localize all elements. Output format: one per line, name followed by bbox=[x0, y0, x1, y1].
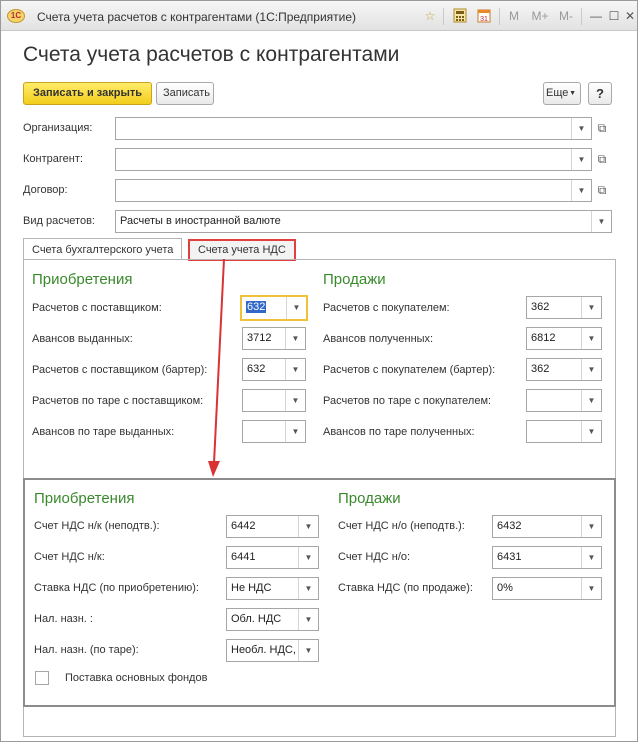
favorite-star-icon[interactable]: ☆ bbox=[424, 9, 436, 23]
vat-purchase-label: Счет НДС н/к: bbox=[34, 551, 105, 563]
memory-m-minus-button[interactable]: M- bbox=[559, 9, 573, 23]
vat-rate-sale-field[interactable]: 0% ▼ bbox=[492, 577, 602, 600]
svg-text:31: 31 bbox=[480, 16, 488, 23]
customer-tare-label: Расчетов по таре с покупателем: bbox=[323, 395, 492, 407]
vat-rate-sale-label: Ставка НДС (по продаже): bbox=[338, 582, 473, 594]
customer-settlements-label: Расчетов с покупателем: bbox=[323, 302, 450, 314]
supplier-barter-label: Расчетов с поставщиком (бартер): bbox=[32, 364, 208, 376]
advances-received-field[interactable]: 6812 ▼ bbox=[526, 327, 602, 350]
chevron-down-icon[interactable]: ▼ bbox=[298, 578, 318, 599]
vat-purchase-field[interactable]: 6441 ▼ bbox=[226, 546, 319, 569]
contract-label: Договор: bbox=[23, 184, 68, 196]
organization-label: Организация: bbox=[23, 122, 93, 134]
chevron-down-icon[interactable]: ▼ bbox=[581, 578, 601, 599]
fixed-assets-checkbox[interactable] bbox=[35, 671, 49, 685]
tax-purpose-field[interactable]: Обл. НДС ▼ bbox=[226, 608, 319, 631]
window-title: Счета учета расчетов с контрагентами (1С:Предприятие) bbox=[37, 10, 357, 24]
minimize-button[interactable]: — bbox=[590, 9, 602, 23]
customer-settlements-field[interactable]: 362 ▼ bbox=[526, 296, 602, 319]
supplier-settlements-label: Расчетов с поставщиком: bbox=[32, 302, 162, 314]
chevron-down-icon[interactable]: ▼ bbox=[581, 390, 601, 411]
close-button[interactable]: ✕ bbox=[624, 9, 636, 23]
open-icon[interactable]: ⧉ bbox=[597, 183, 607, 197]
maximize-button[interactable]: ☐ bbox=[608, 9, 620, 23]
advances-received-label: Авансов полученных: bbox=[323, 333, 434, 345]
chevron-down-icon[interactable]: ▼ bbox=[571, 149, 591, 170]
customer-barter-label: Расчетов с покупателем (бартер): bbox=[323, 364, 496, 376]
vat-unconfirmed-purchase-label: Счет НДС н/к (неподтв.): bbox=[34, 520, 160, 532]
tax-purpose-tare-field[interactable]: Необл. НДС, ▼ bbox=[226, 639, 319, 662]
vat-purchases-heading: Приобретения bbox=[34, 490, 135, 507]
chevron-down-icon[interactable]: ▼ bbox=[571, 118, 591, 139]
vat-sale-field[interactable]: 6431 ▼ bbox=[492, 546, 602, 569]
chevron-down-icon[interactable]: ▼ bbox=[298, 516, 318, 537]
vat-sales-heading: Продажи bbox=[338, 490, 401, 507]
vat-rate-purchase-label: Ставка НДС (по приобретению): bbox=[34, 582, 199, 594]
chevron-down-icon[interactable]: ▼ bbox=[581, 359, 601, 380]
chevron-down-icon[interactable]: ▼ bbox=[581, 421, 601, 442]
chevron-down-icon[interactable]: ▼ bbox=[581, 297, 601, 318]
tax-purpose-tare-label: Нал. назн. (по таре): bbox=[34, 644, 139, 656]
settlement-type-field[interactable]: Расчеты в иностранной валюте ▼ bbox=[115, 210, 612, 233]
chevron-down-icon[interactable]: ▼ bbox=[285, 359, 305, 380]
sales-heading: Продажи bbox=[323, 271, 386, 288]
tab-vat[interactable]: Счета учета НДС bbox=[188, 239, 296, 261]
purchases-heading: Приобретения bbox=[32, 271, 133, 288]
counterparty-label: Контрагент: bbox=[23, 153, 83, 165]
advances-issued-field[interactable]: 3712 ▼ bbox=[242, 327, 306, 350]
help-button[interactable]: ? bbox=[588, 82, 612, 105]
chevron-down-icon[interactable]: ▼ bbox=[298, 547, 318, 568]
fixed-assets-label: Поставка основных фондов bbox=[65, 672, 208, 684]
memory-m-button[interactable]: M bbox=[509, 9, 519, 23]
chevron-down-icon[interactable]: ▼ bbox=[571, 180, 591, 201]
chevron-down-icon[interactable]: ▼ bbox=[581, 328, 601, 349]
advances-issued-label: Авансов выданных: bbox=[32, 333, 133, 345]
tax-purpose-label: Нал. назн. : bbox=[34, 613, 93, 625]
chevron-down-icon[interactable]: ▼ bbox=[285, 328, 305, 349]
chevron-down-icon[interactable]: ▼ bbox=[581, 547, 601, 568]
vat-unconfirmed-sale-field[interactable]: 6432 ▼ bbox=[492, 515, 602, 538]
chevron-down-icon[interactable]: ▼ bbox=[298, 609, 318, 630]
tab-accounting[interactable]: Счета бухгалтерского учета bbox=[23, 238, 182, 260]
tare-advances-received-label: Авансов по таре полученных: bbox=[323, 426, 475, 438]
chevron-down-icon[interactable]: ▼ bbox=[286, 297, 306, 319]
app-logo-icon: 1С bbox=[7, 9, 25, 23]
supplier-settlements-field[interactable]: 632 ▼ bbox=[240, 295, 308, 321]
chevron-down-icon[interactable]: ▼ bbox=[581, 516, 601, 537]
chevron-down-icon: ▼ bbox=[569, 90, 576, 97]
open-icon[interactable]: ⧉ bbox=[597, 152, 607, 166]
save-and-close-button[interactable]: Записать и закрыть bbox=[23, 82, 152, 105]
chevron-down-icon[interactable]: ▼ bbox=[285, 390, 305, 411]
chevron-down-icon[interactable]: ▼ bbox=[298, 640, 318, 661]
tare-advances-issued-label: Авансов по таре выданных: bbox=[32, 426, 175, 438]
vat-unconfirmed-sale-label: Счет НДС н/о (неподтв.): bbox=[338, 520, 465, 532]
chevron-down-icon[interactable]: ▼ bbox=[591, 211, 611, 232]
chevron-down-icon[interactable]: ▼ bbox=[285, 421, 305, 442]
page-title: Счета учета расчетов с контрагентами bbox=[23, 43, 400, 66]
supplier-barter-field[interactable]: 632 ▼ bbox=[242, 358, 306, 381]
save-button[interactable]: Записать bbox=[156, 82, 214, 105]
settlement-type-label: Вид расчетов: bbox=[23, 215, 95, 227]
more-label: Еще bbox=[546, 87, 569, 99]
vat-rate-purchase-field[interactable]: Не НДС ▼ bbox=[226, 577, 319, 600]
vat-unconfirmed-purchase-field[interactable]: 6442 ▼ bbox=[226, 515, 319, 538]
open-icon[interactable]: ⧉ bbox=[597, 121, 607, 135]
memory-m-plus-button[interactable]: M+ bbox=[531, 9, 549, 23]
supplier-tare-label: Расчетов по таре с поставщиком: bbox=[32, 395, 204, 407]
customer-barter-field[interactable]: 362 ▼ bbox=[526, 358, 602, 381]
vat-sale-label: Счет НДС н/о: bbox=[338, 551, 411, 563]
